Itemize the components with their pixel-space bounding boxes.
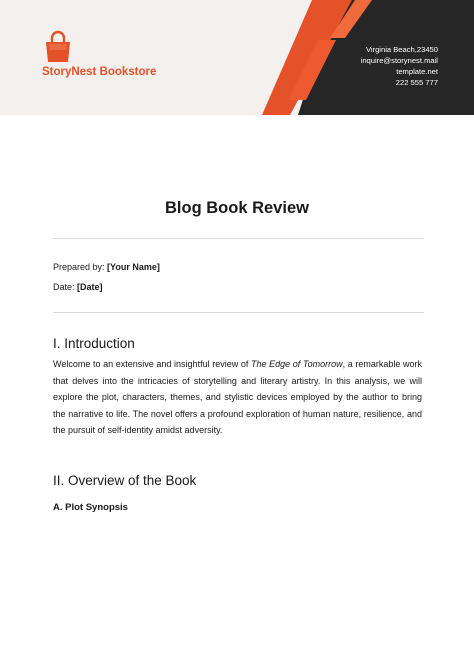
brand-name: StoryNest Bookstore — [42, 66, 157, 78]
prepared-by-value: [Your Name] — [107, 262, 160, 272]
contact-phone: 222 555 777 — [395, 78, 438, 87]
prepared-by-label: Prepared by: — [53, 262, 105, 272]
divider — [53, 312, 424, 313]
contact-website: template.net — [396, 67, 438, 76]
date-label: Date: — [53, 282, 75, 292]
intro-text-after: , a remarkable work that delves into the intricacies of storytelling and literary artistry. In this analysis, we will explore the plot, characters, themes, and stylistic devices employed by the author to bring the narrative to life. The novel offers a profound exploration of human nature, resilience, and the pursuit of self-identity amidst adversity. — [53, 359, 423, 435]
subheading-plot-synopsis: A. Plot Synopsis — [53, 502, 128, 513]
divider — [53, 238, 424, 239]
section-heading-overview: II. Overview of the Book — [53, 473, 197, 488]
shopping-bag-icon — [42, 30, 74, 64]
date-line — [53, 282, 103, 292]
intro-text-before: Welcome to an extensive and insightful review of — [53, 359, 251, 369]
prepared-by-line — [53, 262, 160, 272]
letterhead-header — [0, 0, 474, 115]
document-title: Blog Book Review — [165, 199, 309, 217]
introduction-paragraph — [53, 356, 422, 439]
section-heading-introduction: I. Introduction — [53, 336, 135, 351]
date-value: [Date] — [77, 282, 103, 292]
contact-email: inquire@storynest.mail — [360, 56, 438, 65]
contact-block — [361, 44, 438, 88]
book-title: The Edge of Tomorrow — [250, 359, 343, 369]
contact-address: Virginia Beach,23450 — [365, 45, 438, 54]
